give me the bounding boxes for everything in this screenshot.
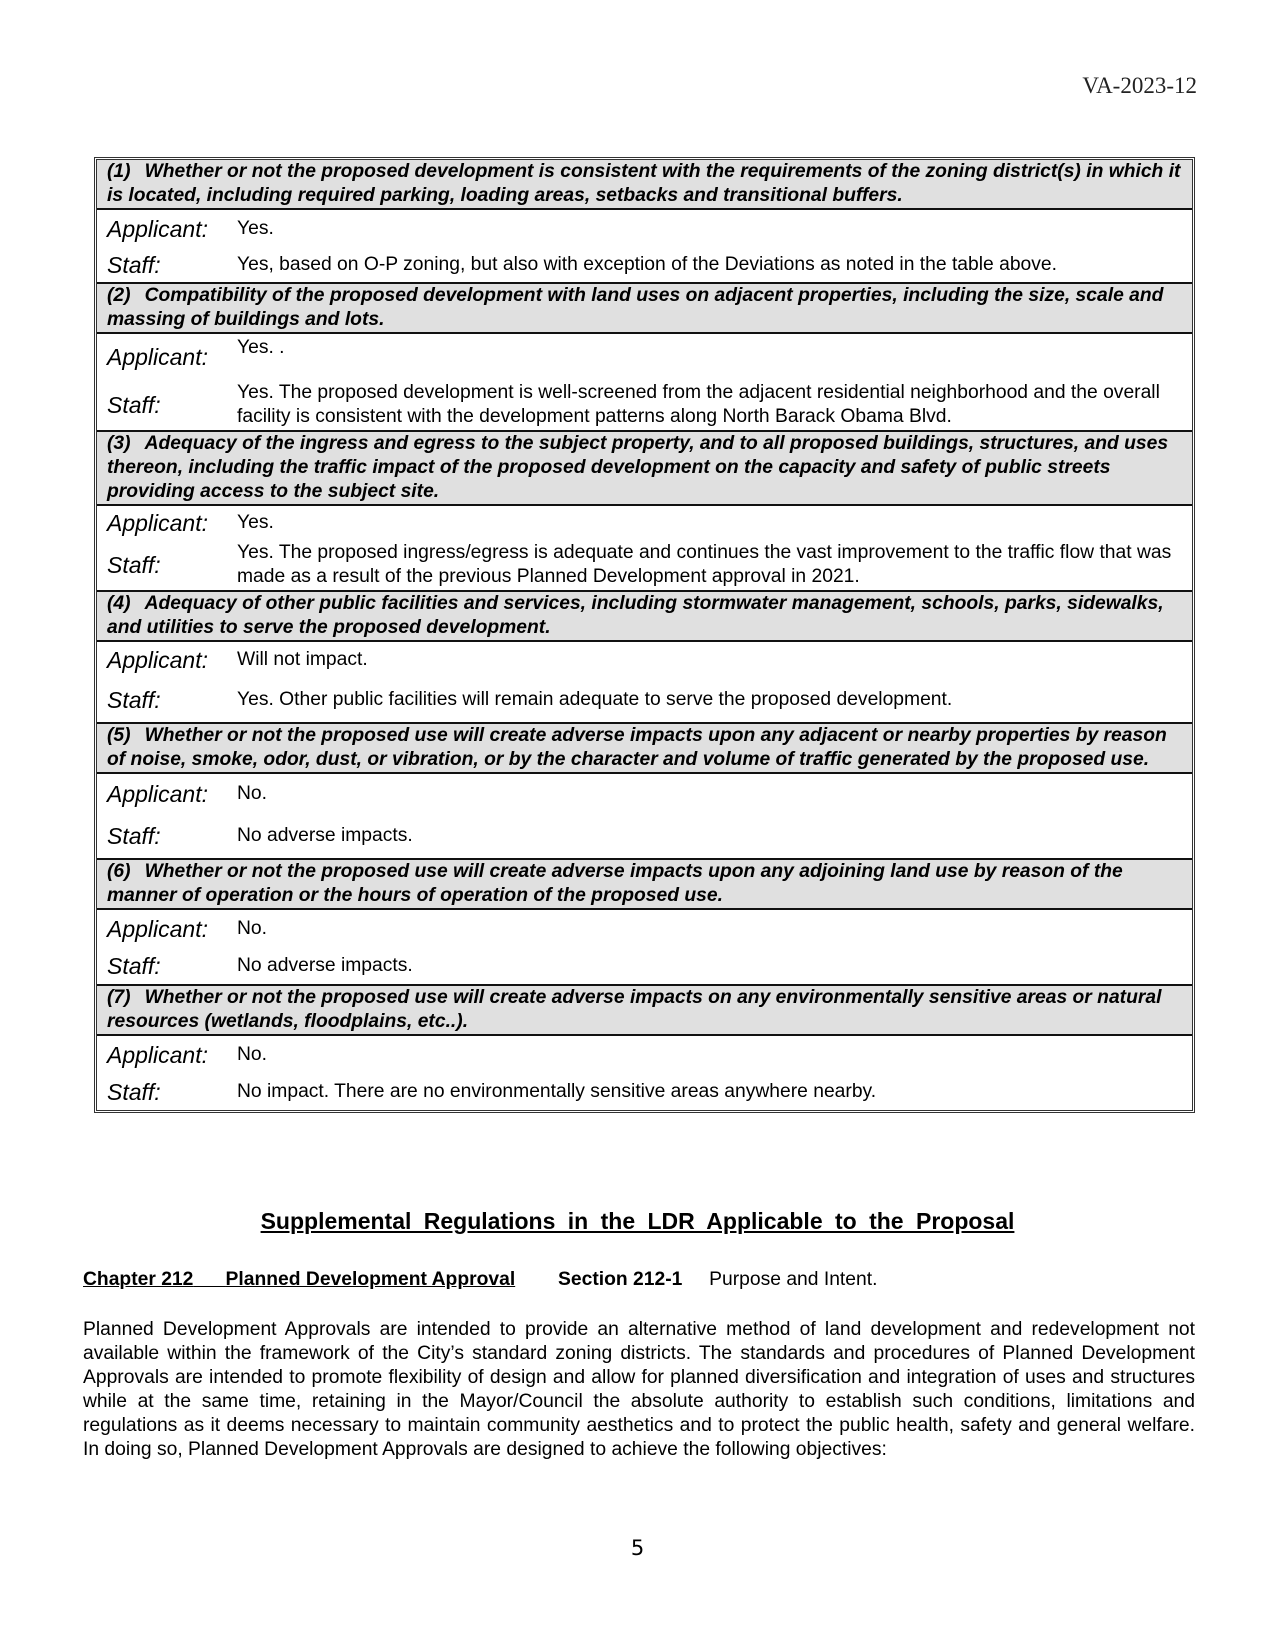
staff-response: Yes. Other public facilities will remain adequate to serve the proposed development. xyxy=(237,689,953,710)
section-heading: Supplemental Regulations in the LDR Applicable to the Proposal xyxy=(260,1208,1015,1234)
criterion-7-answers xyxy=(97,1036,1192,1110)
applicant-label: Applicant: xyxy=(107,646,209,673)
criterion-number: (2) xyxy=(107,285,131,306)
criterion-5-question xyxy=(97,724,1192,774)
staff-response: Yes, based on O-P zoning, but also with exception of the Deviations as noted in the table above. xyxy=(237,254,1057,275)
applicant-row xyxy=(97,210,1192,248)
criterion-6-question xyxy=(97,860,1192,910)
criterion-number: (1) xyxy=(107,161,131,182)
staff-row xyxy=(97,248,1192,282)
applicant-label: Applicant: xyxy=(107,915,209,942)
applicant-label: Applicant: xyxy=(107,1041,209,1068)
criterion-7-question xyxy=(97,986,1192,1036)
chapter-title: Planned Development Approval xyxy=(225,1269,516,1290)
applicant-response: No. xyxy=(237,783,268,804)
applicant-row xyxy=(97,1036,1192,1074)
chapter-label: Chapter 212 xyxy=(83,1269,194,1290)
applicant-response: Will not impact. xyxy=(237,649,368,670)
staff-response: No adverse impacts. xyxy=(237,825,413,846)
staff-row xyxy=(97,380,1192,430)
staff-label: Staff: xyxy=(107,251,161,278)
criterion-3-answers xyxy=(97,506,1192,592)
staff-label: Staff: xyxy=(107,1078,161,1105)
criterion-1-question xyxy=(97,160,1192,210)
criterion-text: Whether or not the proposed development is consistent with the requirements of the zoning district(s) in which it is located, including required parking, loading areas, setbacks and transitional buffers. xyxy=(107,161,1181,206)
staff-label: Staff: xyxy=(107,686,161,713)
applicant-label: Applicant: xyxy=(107,780,209,807)
criterion-number: (3) xyxy=(107,433,131,454)
criterion-4-answers xyxy=(97,642,1192,724)
applicant-row xyxy=(97,910,1192,948)
staff-label: Staff: xyxy=(107,952,161,979)
criterion-text: Whether or not the proposed use will create adverse impacts upon any adjoining land use by reason of the manner of operation or the hours of operation of the proposed use. xyxy=(107,861,1123,906)
staff-label: Staff: xyxy=(107,391,161,418)
applicant-row xyxy=(97,774,1192,814)
section-title: Purpose and Intent. xyxy=(709,1269,878,1290)
staff-row xyxy=(97,1074,1192,1110)
section-label: Section 212-1 xyxy=(558,1269,683,1290)
staff-row xyxy=(97,948,1192,984)
staff-response: No adverse impacts. xyxy=(237,955,413,976)
applicant-response: Yes. xyxy=(237,512,274,533)
criterion-text: Adequacy of the ingress and egress to the subject property, and to all proposed buildings, structures, and uses thereon, including the traffic impact of the proposed development on the capacity and safety of public streets providing access to the subject site. xyxy=(107,433,1169,502)
applicant-label: Applicant: xyxy=(107,215,209,242)
staff-response: Yes. The proposed development is well-screened from the adjacent residential neighborhood and the overall facility is consistent with the development patterns along North Barack Obama Blvd. xyxy=(237,382,1160,427)
applicant-response: No. xyxy=(237,1044,268,1065)
criterion-number: (5) xyxy=(107,725,131,746)
criterion-number: (7) xyxy=(107,987,131,1008)
staff-label: Staff: xyxy=(107,551,161,578)
criterion-1-answers xyxy=(97,210,1192,284)
criterion-number: (4) xyxy=(107,593,131,614)
applicant-label: Applicant: xyxy=(107,343,209,370)
criterion-text: Whether or not the proposed use will create adverse impacts on any environmentally sensitive areas or natural resources (wetlands, floodplains, etc..). xyxy=(107,987,1162,1032)
criterion-5-answers xyxy=(97,774,1192,860)
criterion-3-question xyxy=(97,432,1192,506)
criterion-4-question xyxy=(97,592,1192,642)
staff-label: Staff: xyxy=(107,822,161,849)
staff-row xyxy=(97,814,1192,858)
applicant-response: Yes. xyxy=(237,218,274,239)
applicant-row xyxy=(97,506,1192,540)
criterion-2-question xyxy=(97,284,1192,334)
applicant-row xyxy=(97,334,1192,380)
staff-row xyxy=(97,678,1192,722)
staff-response: Yes. The proposed ingress/egress is adequate and continues the vast improvement to the traffic flow that was made as a result of the previous Planned Development approval in 2021. xyxy=(237,542,1172,587)
page-number: 5 xyxy=(630,1536,645,1560)
staff-response: No impact. There are no environmentally sensitive areas anywhere nearby. xyxy=(237,1081,877,1102)
criterion-2-answers xyxy=(97,334,1192,432)
criterion-6-answers xyxy=(97,910,1192,986)
applicant-row xyxy=(97,642,1192,678)
staff-row xyxy=(97,540,1192,590)
applicant-response: Yes. . xyxy=(237,337,285,358)
criteria-table xyxy=(94,157,1195,1113)
criterion-number: (6) xyxy=(107,861,131,882)
criterion-text: Compatibility of the proposed development with land uses on adjacent properties, including the size, scale and massing of buildings and lots. xyxy=(107,285,1164,330)
body-paragraph: Planned Development Approvals are intended to provide an alternative method of land development and redevelopment not available within the framework of the City’s standard zoning districts. The standards and procedures of Planned Development Approvals are intended to promote flexibility of design and allow for planned diversification and integration of uses and structures while at the same time, retaining in the Mayor/Council the absolute authority to establish such conditions, limitations and regulations as it deems necessary to maintain community aesthetics and to protect the public health, safety and general welfare. In doing so, Planned Development Approvals are designed to achieve the following objectives: xyxy=(83,1319,1195,1460)
chapter-reference xyxy=(83,1269,877,1291)
document-id: VA-2023-12 xyxy=(1082,73,1197,98)
applicant-response: No. xyxy=(237,918,268,939)
criterion-text: Whether or not the proposed use will create adverse impacts upon any adjacent or nearby properties by reason of noise, smoke, odor, dust, or vibration, or by the character and volume of traffic generated by the proposed use. xyxy=(107,725,1167,770)
applicant-label: Applicant: xyxy=(107,509,209,536)
criterion-text: Adequacy of other public facilities and services, including stormwater management, schools, parks, sidewalks, and utilities to serve the proposed development. xyxy=(107,593,1164,638)
